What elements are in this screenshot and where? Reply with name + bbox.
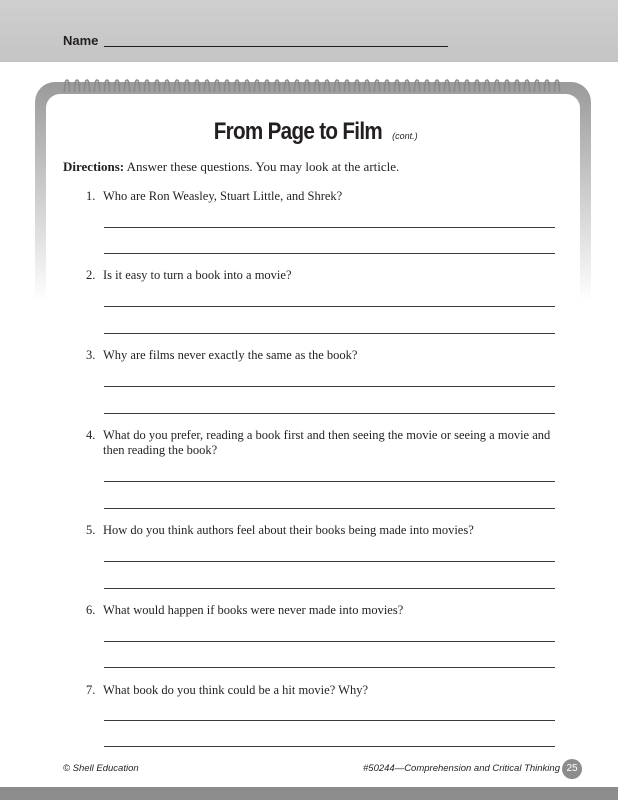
- answer-line-2b[interactable]: [104, 333, 555, 334]
- answer-line-6b[interactable]: [104, 667, 555, 668]
- question-text: What would happen if books were never made into movies?: [103, 603, 404, 617]
- spiral-ring: [234, 80, 239, 92]
- answer-line-5b[interactable]: [104, 588, 555, 589]
- spiral-ring: [384, 80, 389, 92]
- spiral-ring: [484, 80, 489, 92]
- spiral-ring: [74, 80, 79, 92]
- spiral-ring: [554, 80, 559, 92]
- spiral-ring: [164, 80, 169, 92]
- spiral-ring: [454, 80, 459, 92]
- spiral-ring: [194, 80, 199, 92]
- answer-line-6a[interactable]: [104, 641, 555, 642]
- spiral-ring: [414, 80, 419, 92]
- spiral-ring: [504, 80, 509, 92]
- spiral-ring: [184, 80, 189, 92]
- answer-line-5a[interactable]: [104, 561, 555, 562]
- spiral-ring: [534, 80, 539, 92]
- spiral-ring: [104, 80, 109, 92]
- spiral-rings-icon: [62, 70, 562, 100]
- question-number: 6.: [86, 603, 96, 617]
- spiral-ring: [364, 80, 369, 92]
- name-label: Name: [63, 33, 99, 48]
- spiral-ring: [334, 80, 339, 92]
- footer-publisher: © Shell Education: [63, 763, 139, 774]
- spiral-ring: [344, 80, 349, 92]
- spiral-ring: [444, 80, 449, 92]
- answer-line-1b[interactable]: [104, 253, 555, 254]
- footer-product: #50244—Comprehension and Critical Thinking: [363, 763, 560, 774]
- spiral-ring: [224, 80, 229, 92]
- spiral-ring: [204, 80, 209, 92]
- spiral-ring: [424, 80, 429, 92]
- question-text: How do you think authors feel about their books being made into movies?: [103, 523, 474, 537]
- spiral-ring: [174, 80, 179, 92]
- spiral-ring: [294, 80, 299, 92]
- question-text: Why are films never exactly the same as the book?: [103, 348, 358, 362]
- spiral-ring: [244, 80, 249, 92]
- spiral-ring: [474, 80, 479, 92]
- question-text: Is it easy to turn a book into a movie?: [103, 268, 292, 282]
- spiral-ring: [354, 80, 359, 92]
- answer-line-7b[interactable]: [104, 746, 555, 747]
- spiral-ring: [124, 80, 129, 92]
- question-number: 7.: [86, 683, 96, 697]
- spiral-ring: [434, 80, 439, 92]
- spiral-ring: [314, 80, 319, 92]
- question-text: Who are Ron Weasley, Stuart Little, and Shrek?: [103, 189, 343, 203]
- spiral-ring: [374, 80, 379, 92]
- spiral-ring: [394, 80, 399, 92]
- footer-band: [0, 787, 618, 800]
- question-number: 1.: [86, 189, 96, 203]
- answer-line-3b[interactable]: [104, 413, 555, 414]
- question-text: What do you prefer, reading a book first and then seeing the movie or seeing a movie and then reading the book?: [103, 428, 551, 457]
- question-number: 4.: [86, 428, 96, 442]
- spiral-ring: [324, 80, 329, 92]
- spiral-ring: [274, 80, 279, 92]
- directions-text: Answer these questions. You may look at the article.: [124, 159, 400, 174]
- spiral-ring: [524, 80, 529, 92]
- question-number: 2.: [86, 268, 96, 282]
- spiral-ring: [544, 80, 549, 92]
- answer-line-4b[interactable]: [104, 508, 555, 509]
- answer-line-3a[interactable]: [104, 386, 555, 387]
- question-number: 5.: [86, 523, 96, 537]
- answer-line-2a[interactable]: [104, 306, 555, 307]
- spiral-ring: [494, 80, 499, 92]
- spiral-ring: [114, 80, 119, 92]
- name-field-line: [104, 46, 448, 47]
- spiral-ring: [254, 80, 259, 92]
- spiral-ring: [84, 80, 89, 92]
- header-band: [0, 0, 618, 62]
- page-title: From Page to Film: [214, 118, 383, 145]
- answer-line-7a[interactable]: [104, 720, 555, 721]
- spiral-ring: [514, 80, 519, 92]
- spiral-ring: [94, 80, 99, 92]
- directions-label: Directions:: [63, 159, 125, 174]
- spiral-ring: [134, 80, 139, 92]
- question-text: What book do you think could be a hit movie? Why?: [103, 683, 368, 697]
- answer-line-4a[interactable]: [104, 481, 555, 482]
- directions: [63, 159, 399, 175]
- spiral-ring: [154, 80, 159, 92]
- spiral-ring: [284, 80, 289, 92]
- page-number-badge: 25: [562, 759, 582, 779]
- spiral-ring: [404, 80, 409, 92]
- title-suffix: (cont.): [392, 131, 418, 141]
- question-number: 3.: [86, 348, 96, 362]
- spiral-ring: [144, 80, 149, 92]
- spiral-ring: [264, 80, 269, 92]
- spiral-ring: [304, 80, 309, 92]
- spiral-ring: [464, 80, 469, 92]
- worksheet-title: [0, 118, 618, 146]
- spiral-ring: [214, 80, 219, 92]
- spiral-ring: [64, 80, 69, 92]
- answer-line-1a[interactable]: [104, 227, 555, 228]
